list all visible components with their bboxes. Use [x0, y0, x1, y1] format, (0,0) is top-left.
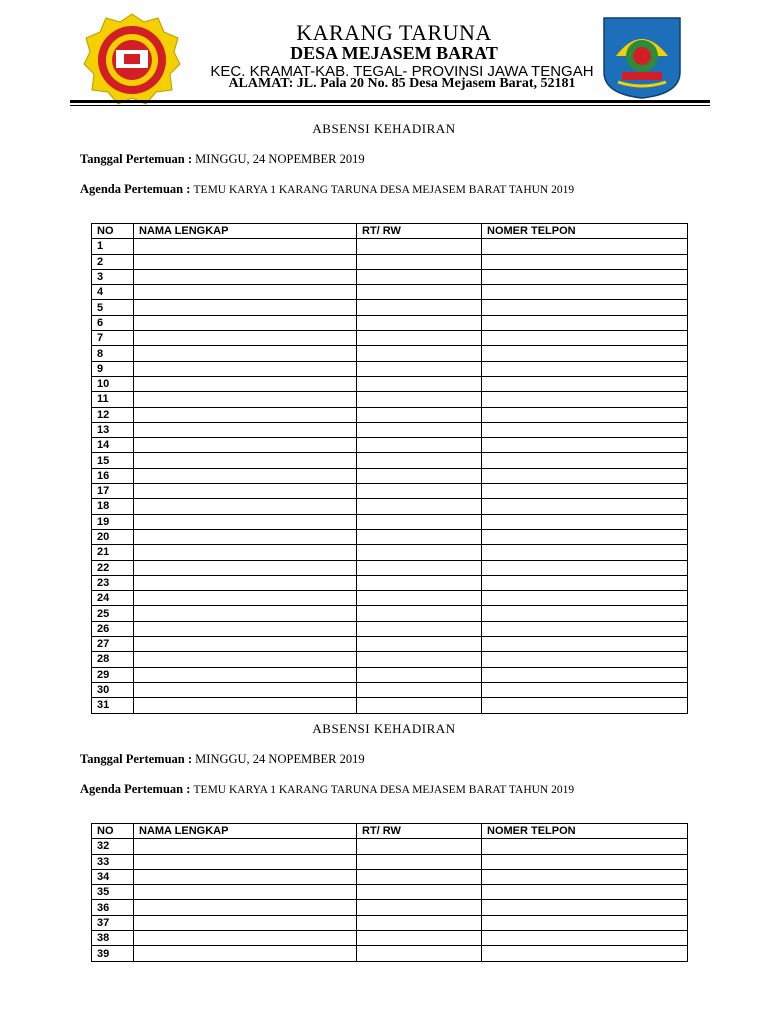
name-cell[interactable] [134, 652, 357, 667]
row-number: 12 [92, 407, 134, 422]
row-number: 24 [92, 591, 134, 606]
row-number: 34 [92, 869, 134, 884]
phone-cell[interactable] [482, 392, 688, 407]
name-cell[interactable] [134, 931, 357, 946]
phone-cell[interactable] [482, 621, 688, 636]
region-line: KEC. KRAMAT-KAB. TEGAL- PROVINSI JAWA TENGAH [210, 63, 594, 80]
phone-cell[interactable] [482, 606, 688, 621]
name-cell[interactable] [134, 621, 357, 636]
table-row [92, 315, 688, 330]
agenda-label: Agenda Pertemuan : [80, 182, 194, 196]
table-row [92, 637, 688, 652]
name-cell[interactable] [134, 361, 357, 376]
rtrw-cell[interactable] [357, 315, 482, 330]
table-row [92, 529, 688, 544]
table-row [92, 621, 688, 636]
phone-cell[interactable] [482, 239, 688, 254]
table-row [92, 698, 688, 713]
col-header-no: NO [92, 824, 134, 839]
col-header-phone: NOMER TELPON [482, 224, 688, 239]
row-number: 37 [92, 915, 134, 930]
rtrw-cell[interactable] [357, 854, 482, 869]
date-value: MINGGU, 24 NOPEMBER 2019 [195, 752, 365, 766]
table-row [92, 499, 688, 514]
name-cell[interactable] [134, 854, 357, 869]
table-row [92, 346, 688, 361]
name-cell[interactable] [134, 667, 357, 682]
phone-cell[interactable] [482, 285, 688, 300]
phone-cell[interactable] [482, 315, 688, 330]
row-number: 39 [92, 946, 134, 961]
row-number: 32 [92, 839, 134, 854]
row-number: 25 [92, 606, 134, 621]
row-number: 21 [92, 545, 134, 560]
name-cell[interactable] [134, 453, 357, 468]
date-label: Tanggal Pertemuan : [80, 752, 196, 766]
phone-cell[interactable] [482, 575, 688, 590]
phone-cell[interactable] [482, 529, 688, 544]
row-number: 9 [92, 361, 134, 376]
rtrw-cell[interactable] [357, 269, 482, 284]
phone-cell[interactable] [482, 931, 688, 946]
phone-cell[interactable] [482, 361, 688, 376]
row-number: 30 [92, 682, 134, 697]
row-number: 31 [92, 698, 134, 713]
name-cell[interactable] [134, 438, 357, 453]
table-row [92, 931, 688, 946]
phone-cell[interactable] [482, 869, 688, 884]
col-header-name: NAMA LENGKAP [134, 224, 357, 239]
name-cell[interactable] [134, 269, 357, 284]
phone-cell[interactable] [482, 453, 688, 468]
rtrw-cell[interactable] [357, 453, 482, 468]
table-row [92, 438, 688, 453]
name-cell[interactable] [134, 239, 357, 254]
name-cell[interactable] [134, 946, 357, 961]
rtrw-cell[interactable] [357, 438, 482, 453]
row-number: 1 [92, 239, 134, 254]
rtrw-cell[interactable] [357, 575, 482, 590]
table-row [92, 468, 688, 483]
rtrw-cell[interactable] [357, 621, 482, 636]
name-cell[interactable] [134, 915, 357, 930]
row-number: 8 [92, 346, 134, 361]
table-row [92, 682, 688, 697]
phone-cell[interactable] [482, 254, 688, 269]
agenda-value: TEMU KARYA 1 KARANG TARUNA DESA MEJASEM BARAT TAHUN 2019 [193, 184, 575, 196]
phone-cell[interactable] [482, 885, 688, 900]
phone-cell[interactable] [482, 946, 688, 961]
phone-cell[interactable] [482, 422, 688, 437]
row-number: 5 [92, 300, 134, 315]
col-header-rtrw: RT/ RW [357, 224, 482, 239]
table-row [92, 422, 688, 437]
rtrw-cell[interactable] [357, 499, 482, 514]
row-number: 28 [92, 652, 134, 667]
section-title: ABSENSI KEHADIRAN [312, 121, 456, 136]
rtrw-cell[interactable] [357, 637, 482, 652]
rtrw-cell[interactable] [357, 529, 482, 544]
row-number: 6 [92, 315, 134, 330]
rtrw-cell[interactable] [357, 484, 482, 499]
table-row [92, 839, 688, 854]
phone-cell[interactable] [482, 376, 688, 391]
row-number: 15 [92, 453, 134, 468]
name-cell[interactable] [134, 407, 357, 422]
org-name: KARANG TARUNA [296, 20, 492, 45]
phone-cell[interactable] [482, 331, 688, 346]
rtrw-cell[interactable] [357, 698, 482, 713]
name-cell[interactable] [134, 422, 357, 437]
row-number: 2 [92, 254, 134, 269]
table-row [92, 560, 688, 575]
row-number: 4 [92, 285, 134, 300]
row-number: 22 [92, 560, 134, 575]
table-row [92, 254, 688, 269]
rtrw-cell[interactable] [357, 300, 482, 315]
rtrw-cell[interactable] [357, 514, 482, 529]
name-cell[interactable] [134, 869, 357, 884]
rtrw-cell[interactable] [357, 239, 482, 254]
name-cell[interactable] [134, 376, 357, 391]
table-row [92, 376, 688, 391]
name-cell[interactable] [134, 839, 357, 854]
phone-cell[interactable] [482, 514, 688, 529]
row-number: 26 [92, 621, 134, 636]
name-cell[interactable] [134, 331, 357, 346]
col-header-no: NO [92, 224, 134, 239]
rtrw-cell[interactable] [357, 545, 482, 560]
table-row [92, 239, 688, 254]
row-number: 29 [92, 667, 134, 682]
table-row [92, 946, 688, 961]
phone-cell[interactable] [482, 468, 688, 483]
table-row [92, 854, 688, 869]
table-row [92, 591, 688, 606]
date-label: Tanggal Pertemuan : [80, 152, 196, 166]
phone-cell[interactable] [482, 900, 688, 915]
name-cell[interactable] [134, 254, 357, 269]
name-cell[interactable] [134, 545, 357, 560]
table-row [92, 915, 688, 930]
col-header-rtrw: RT/ RW [357, 824, 482, 839]
name-cell[interactable] [134, 346, 357, 361]
table-row [92, 407, 688, 422]
row-number: 19 [92, 514, 134, 529]
row-number: 35 [92, 885, 134, 900]
phone-cell[interactable] [482, 484, 688, 499]
phone-cell[interactable] [482, 300, 688, 315]
col-header-phone: NOMER TELPON [482, 824, 688, 839]
rtrw-cell[interactable] [357, 346, 482, 361]
rtrw-cell[interactable] [357, 468, 482, 483]
name-cell[interactable] [134, 682, 357, 697]
row-number: 7 [92, 331, 134, 346]
table-row [92, 300, 688, 315]
col-header-name: NAMA LENGKAP [134, 824, 357, 839]
name-cell[interactable] [134, 468, 357, 483]
row-number: 36 [92, 900, 134, 915]
rtrw-cell[interactable] [357, 869, 482, 884]
desa-logo [602, 16, 682, 100]
section-title: ABSENSI KEHADIRAN [312, 721, 456, 736]
meeting-date [80, 152, 365, 167]
rtrw-cell[interactable] [357, 591, 482, 606]
name-cell[interactable] [134, 285, 357, 300]
name-cell[interactable] [134, 484, 357, 499]
date-value: MINGGU, 24 NOPEMBER 2019 [195, 152, 365, 166]
name-cell[interactable] [134, 698, 357, 713]
address-line: ALAMAT: JL. Pala 20 No. 85 Desa Mejasem Barat, 52181 [228, 76, 576, 91]
agenda-value: TEMU KARYA 1 KARANG TARUNA DESA MEJASEM BARAT TAHUN 2019 [193, 784, 575, 796]
row-number: 18 [92, 499, 134, 514]
agenda-label: Agenda Pertemuan : [80, 782, 194, 796]
village-name: DESA MEJASEM BARAT [290, 43, 498, 63]
name-cell[interactable] [134, 300, 357, 315]
phone-cell[interactable] [482, 652, 688, 667]
table-header-row [92, 824, 688, 839]
name-cell[interactable] [134, 575, 357, 590]
meeting-agenda [80, 182, 574, 197]
table-row [92, 652, 688, 667]
attendance-table [91, 823, 688, 962]
table-row [92, 545, 688, 560]
table-row [92, 575, 688, 590]
phone-cell[interactable] [482, 698, 688, 713]
table-row [92, 606, 688, 621]
phone-cell[interactable] [482, 407, 688, 422]
rtrw-cell[interactable] [357, 407, 482, 422]
table-header-row [92, 224, 688, 239]
phone-cell[interactable] [482, 545, 688, 560]
row-number: 17 [92, 484, 134, 499]
row-number: 3 [92, 269, 134, 284]
header-rule [70, 100, 710, 103]
phone-cell[interactable] [482, 682, 688, 697]
name-cell[interactable] [134, 591, 357, 606]
header-rule-thin [70, 105, 710, 106]
phone-cell[interactable] [482, 499, 688, 514]
rtrw-cell[interactable] [357, 652, 482, 667]
table-row [92, 869, 688, 884]
name-cell[interactable] [134, 392, 357, 407]
rtrw-cell[interactable] [357, 560, 482, 575]
rtrw-cell[interactable] [357, 885, 482, 900]
table-row [92, 667, 688, 682]
phone-cell[interactable] [482, 915, 688, 930]
rtrw-cell[interactable] [357, 361, 482, 376]
row-number: 38 [92, 931, 134, 946]
table-row [92, 885, 688, 900]
rtrw-cell[interactable] [357, 931, 482, 946]
meeting-agenda [80, 782, 574, 797]
rtrw-cell[interactable] [357, 392, 482, 407]
row-number: 33 [92, 854, 134, 869]
name-cell[interactable] [134, 885, 357, 900]
rtrw-cell[interactable] [357, 422, 482, 437]
phone-cell[interactable] [482, 637, 688, 652]
phone-cell[interactable] [482, 346, 688, 361]
rtrw-cell[interactable] [357, 254, 482, 269]
rtrw-cell[interactable] [357, 285, 482, 300]
rtrw-cell[interactable] [357, 946, 482, 961]
rtrw-cell[interactable] [357, 682, 482, 697]
name-cell[interactable] [134, 900, 357, 915]
row-number: 10 [92, 376, 134, 391]
attendance-table [91, 223, 688, 714]
table-row [92, 392, 688, 407]
name-cell[interactable] [134, 637, 357, 652]
rtrw-cell[interactable] [357, 915, 482, 930]
rtrw-cell[interactable] [357, 667, 482, 682]
row-number: 11 [92, 392, 134, 407]
rtrw-cell[interactable] [357, 606, 482, 621]
name-cell[interactable] [134, 514, 357, 529]
name-cell[interactable] [134, 499, 357, 514]
karang-taruna-logo [82, 12, 182, 108]
row-number: 14 [92, 438, 134, 453]
row-number: 23 [92, 575, 134, 590]
table-row [92, 514, 688, 529]
phone-cell[interactable] [482, 591, 688, 606]
table-row [92, 484, 688, 499]
table-row [92, 285, 688, 300]
phone-cell[interactable] [482, 269, 688, 284]
rtrw-cell[interactable] [357, 839, 482, 854]
phone-cell[interactable] [482, 839, 688, 854]
phone-cell[interactable] [482, 667, 688, 682]
rtrw-cell[interactable] [357, 376, 482, 391]
row-number: 13 [92, 422, 134, 437]
table-row [92, 453, 688, 468]
name-cell[interactable] [134, 560, 357, 575]
row-number: 16 [92, 468, 134, 483]
table-row [92, 331, 688, 346]
meeting-date [80, 752, 365, 767]
table-row [92, 900, 688, 915]
phone-cell[interactable] [482, 438, 688, 453]
name-cell[interactable] [134, 606, 357, 621]
name-cell[interactable] [134, 315, 357, 330]
rtrw-cell[interactable] [357, 331, 482, 346]
table-row [92, 269, 688, 284]
row-number: 20 [92, 529, 134, 544]
row-number: 27 [92, 637, 134, 652]
rtrw-cell[interactable] [357, 900, 482, 915]
phone-cell[interactable] [482, 560, 688, 575]
name-cell[interactable] [134, 529, 357, 544]
table-row [92, 361, 688, 376]
phone-cell[interactable] [482, 854, 688, 869]
